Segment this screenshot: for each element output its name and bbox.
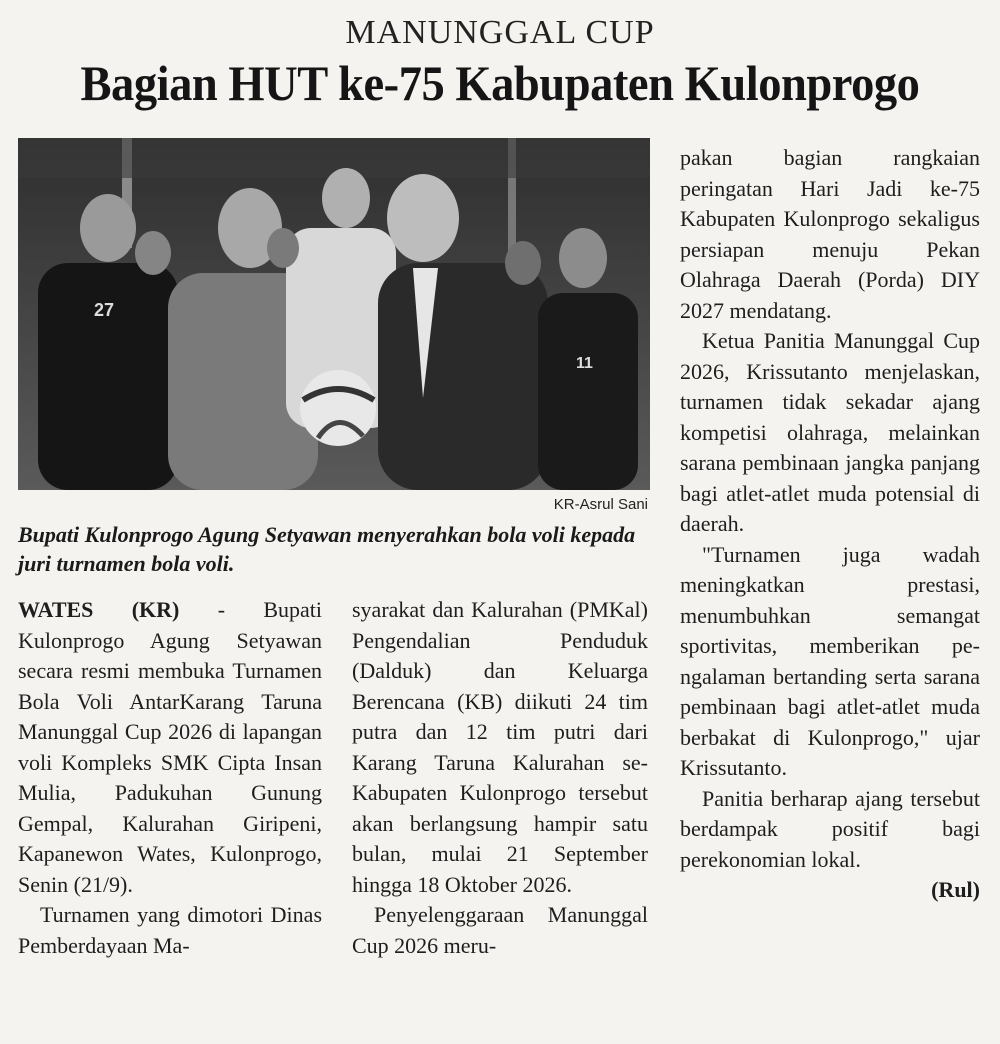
photo-credit: KR-Asrul Sani — [553, 496, 648, 513]
paragraph: Ketua Panitia Manunggal Cup 2026, Krissutanto menjelaskan, turnamen tidak sekadar ajang kompetisi olahraga, melainkan sarana pembinaan jangka panjang bagi atlet-atlet muda potensial di daerah. — [680, 328, 980, 536]
paragraph: Turnamen yang dimotori Dinas Pemberdayaan Ma- — [18, 902, 322, 958]
lead-text: - Bupati Kulonprogo Agung Setyawan secara resmi membuka Turnamen Bola Voli AntarKarang Taruna Manunggal Cup 2026 di lapangan voli Kompleks SMK Cipta Insan Mulia, Padukuhan Gunung Gempal, Kalurahan Giripeni, Kapanewon Wates, Kulonprogo, Senin (21/9). — [18, 597, 322, 897]
author-initials: (Rul) — [931, 877, 980, 902]
article-column-1 — [18, 595, 322, 961]
jersey-number-right: 11 — [576, 355, 593, 372]
paragraph: Penyelenggaraan Manunggal Cup 2026 meru- — [352, 902, 648, 958]
jersey-number-left: 27 — [94, 300, 115, 320]
news-photo — [18, 138, 650, 490]
headline: Bagian HUT ke-75 Kabupaten Kulonprogo — [80, 55, 920, 111]
paragraph: Panitia berharap ajang tersebut berdampak positif bagi perekonomian lokal. — [680, 785, 980, 872]
paragraph: pakan bagian rangkaian peringatan Hari Jadi ke-75 Kabupaten Kulonprogo sekaligus persiapan menuju Pekan Olahraga Daerah (Porda) DIY 2027 mendatang. — [680, 145, 980, 323]
article-column-2 — [352, 595, 648, 961]
photo-illustration — [18, 138, 650, 490]
quote-paragraph: "Turnamen juga wadah meningkatkan prestasi, menumbuhkan semangat sportivitas, memberikan pengalaman bertanding serta sarana pembinaan bagi atlet-atlet muda berbakat di Kulonprogo," ujar Krissutanto. — [680, 541, 980, 780]
lead-paragraph — [18, 595, 322, 900]
paragraph: syarakat dan Kalurahan (PMKal) Pengendalian Penduduk (Dalduk) dan Keluarga Berencana (KB) diikuti 24 tim putra dan 12 tim putri dari Karang Taruna Kalurahan se-Kabupaten Kulonprogo tersebut akan berlangsung hampir satu bulan, mulai 21 September hingga 18 Oktober 2026. — [352, 597, 648, 897]
kicker: MANUNGGAL CUP — [345, 14, 655, 51]
article-column-3 — [680, 143, 980, 906]
photo-caption: Bupati Kulonprogo Agung Setyawan menyerahkan bola voli kepada juri turnamen bola voli. — [18, 522, 636, 576]
dateline: WATES (KR) — [18, 597, 180, 622]
